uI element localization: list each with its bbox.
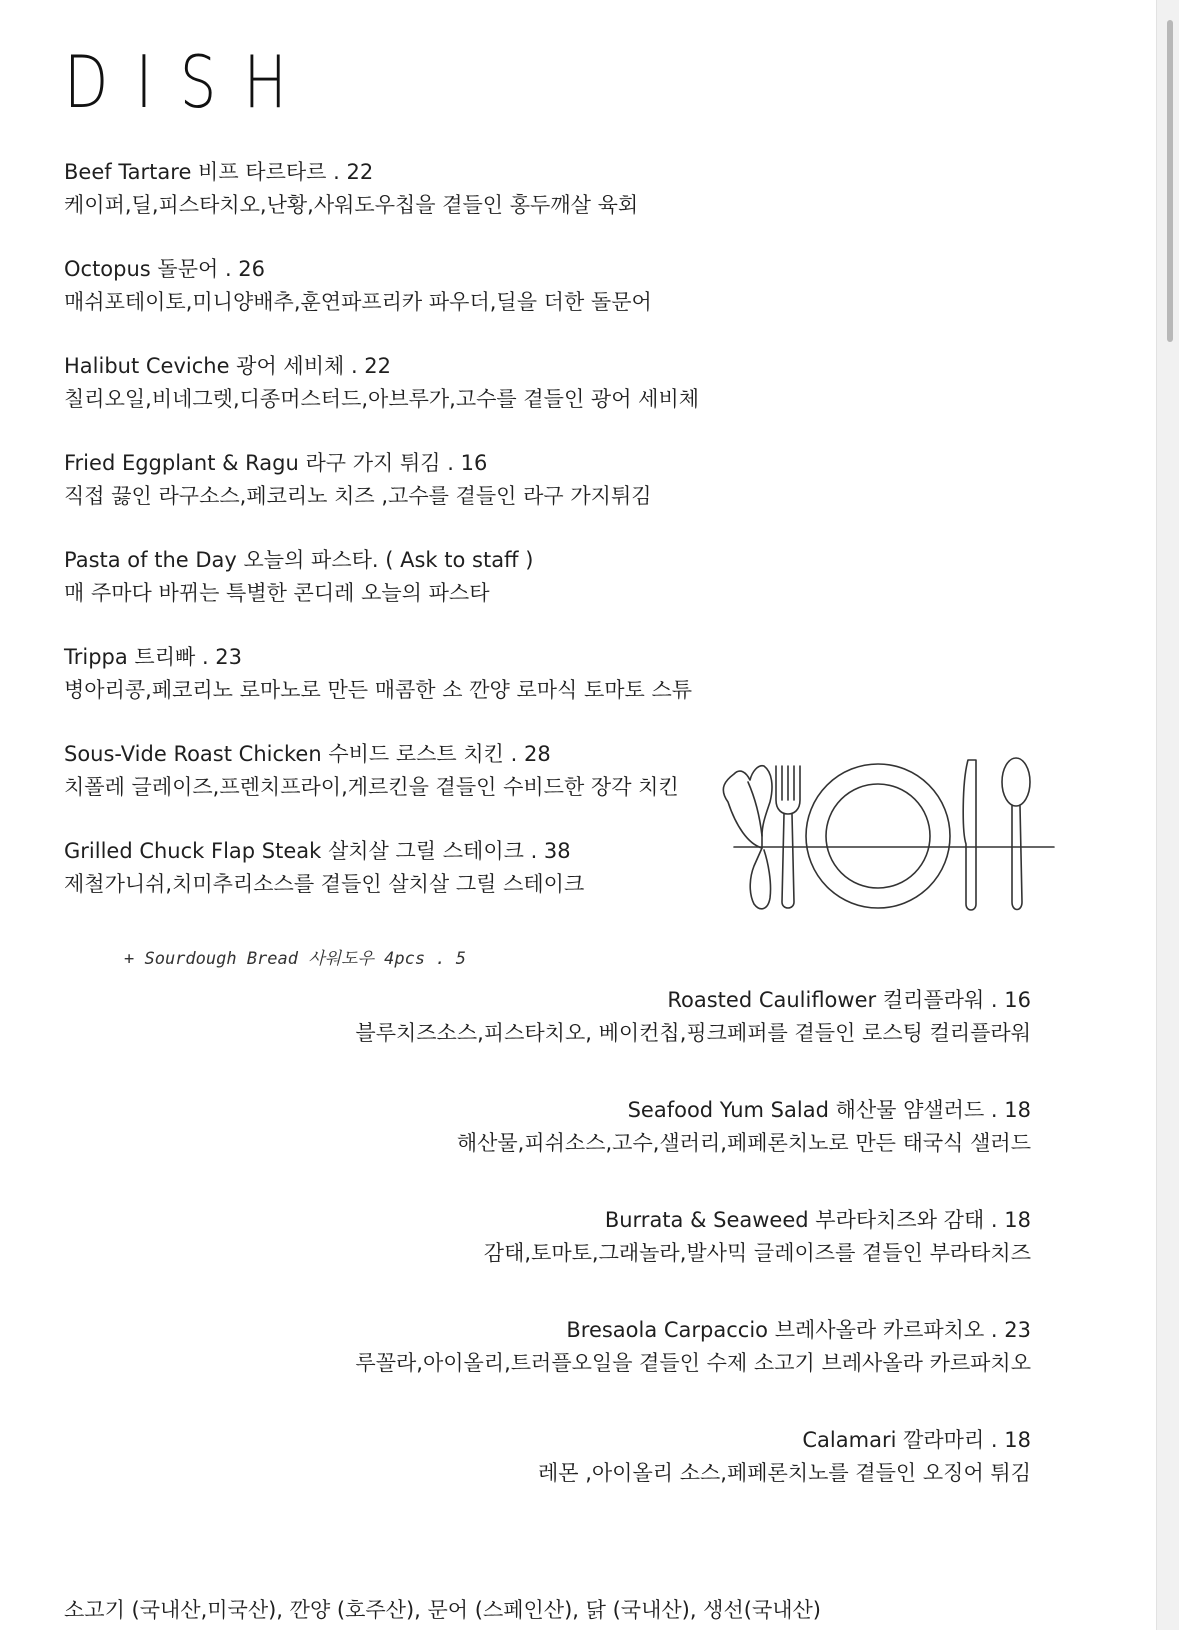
menu-item-name: Fried Eggplant & Ragu 라구 가지 튀김 . 16 — [64, 451, 488, 475]
menu-title — [64, 40, 314, 124]
menu-item-calamari — [538, 1426, 1031, 1487]
menu-item-roasted-cauliflower — [355, 986, 1031, 1047]
menu-item-trippa — [64, 643, 692, 704]
menu-item-description: 직접 끓인 라구소스,페코리노 치즈 ,고수를 곁들인 라구 가지튀김 — [64, 484, 652, 508]
menu-item-fried-eggplant — [64, 449, 652, 510]
menu-item-name: Halibut Ceviche 광어 세비체 . 22 — [64, 354, 392, 378]
menu-item-name: Pasta of the Day 오늘의 파스타. ( Ask to staff ) — [64, 548, 534, 572]
menu-item-halibut-ceviche — [64, 352, 699, 413]
menu-item-name: Seafood Yum Salad 해산물 얌샐러드 . 18 — [627, 1098, 1031, 1122]
menu-item-description: 병아리콩,페코리노 로마노로 만든 매콤한 소 깐양 로마식 토마토 스튜 — [64, 678, 693, 702]
menu-item-description: 치폴레 글레이즈,프렌치프라이,게르킨을 곁들인 수비드한 장각 치킨 — [64, 775, 679, 799]
menu-item-sous-vide-chicken — [64, 740, 679, 801]
menu-item-description: 감태,토마토,그래놀라,발사믹 글레이즈를 곁들인 부라타치즈 — [483, 1241, 1031, 1265]
menu-item-name: Sous-Vide Roast Chicken 수비드 로스트 치킨 . 28 — [64, 742, 551, 766]
menu-item-chuck-flap-steak — [64, 837, 584, 898]
menu-item-description: 케이퍼,딜,피스타치오,난황,사워도우칩을 곁들인 홍두깨살 육회 — [64, 193, 639, 217]
menu-item-name: Bresaola Carpaccio 브레사올라 카르파치오 . 23 — [566, 1318, 1031, 1342]
menu-item-description: 매 주마다 바뀌는 특별한 콘디레 오늘의 파스타 — [64, 581, 490, 605]
menu-item-name: Burrata & Seaweed 부라타치즈와 감태 . 18 — [604, 1208, 1031, 1232]
menu-title-text: DISH — [64, 40, 315, 124]
vertical-scrollbar[interactable] — [1156, 0, 1179, 1630]
scrollbar-thumb[interactable] — [1167, 20, 1173, 342]
menu-item-name: Roasted Cauliflower 컬리플라워 . 16 — [667, 988, 1031, 1012]
menu-item-burrata-seaweed — [484, 1206, 1031, 1267]
menu-item-pasta-of-the-day — [64, 546, 533, 607]
menu-item-description: 레몬 ,아이올리 소스,페페론치노를 곁들인 오징어 튀김 — [537, 1461, 1031, 1485]
menu-item-name: Grilled Chuck Flap Steak 살치살 그릴 스테이크 . 38 — [64, 839, 571, 863]
menu-item-description: 해산물,피쉬소스,고수,샐러리,페페론치노로 만든 태국식 샐러드 — [456, 1131, 1031, 1155]
menu-item-name: Beef Tartare 비프 타르타르 . 22 — [64, 160, 374, 184]
menu-item-description: 제철가니쉬,치미추리소스를 곁들인 살치살 그릴 스테이크 — [64, 872, 585, 896]
menu-item-octopus — [64, 255, 652, 316]
menu-item-description: 블루치즈소스,피스타치오, 베이컨칩,핑크페퍼를 곁들인 로스팅 컬리플라워 — [355, 1021, 1031, 1045]
menu-item-description: 루꼴라,아이올리,트러플오일을 곁들인 수제 소고기 브레사올라 카르파치오 — [355, 1351, 1031, 1375]
menu-item-name: Trippa 트리빠 . 23 — [64, 645, 243, 669]
ingredient-origin-note: 소고기 (국내산,미국산), 깐양 (호주산), 문어 (스페인산), 닭 (국내산), 생선(국내산) — [64, 1598, 821, 1622]
menu-item-bresaola-carpaccio — [355, 1316, 1031, 1377]
menu-item-description: 매쉬포테이토,미니양배추,훈연파프리카 파우더,딜을 더한 돌문어 — [64, 290, 652, 314]
menu-item-description: 칠리오일,비네그렛,디종머스터드,아브루가,고수를 곁들인 광어 세비체 — [64, 387, 700, 411]
tableware-illustration-icon — [718, 752, 1056, 918]
bread-addon: + Sourdough Bread 사워도우 4pcs . 5 — [124, 949, 467, 969]
menu-item-name: Octopus 돌문어 . 26 — [64, 257, 266, 281]
menu-item-seafood-yum-salad — [457, 1096, 1031, 1157]
menu-item-beef-tartare — [64, 158, 638, 219]
menu-item-name: Calamari 깔라마리 . 18 — [802, 1428, 1031, 1452]
